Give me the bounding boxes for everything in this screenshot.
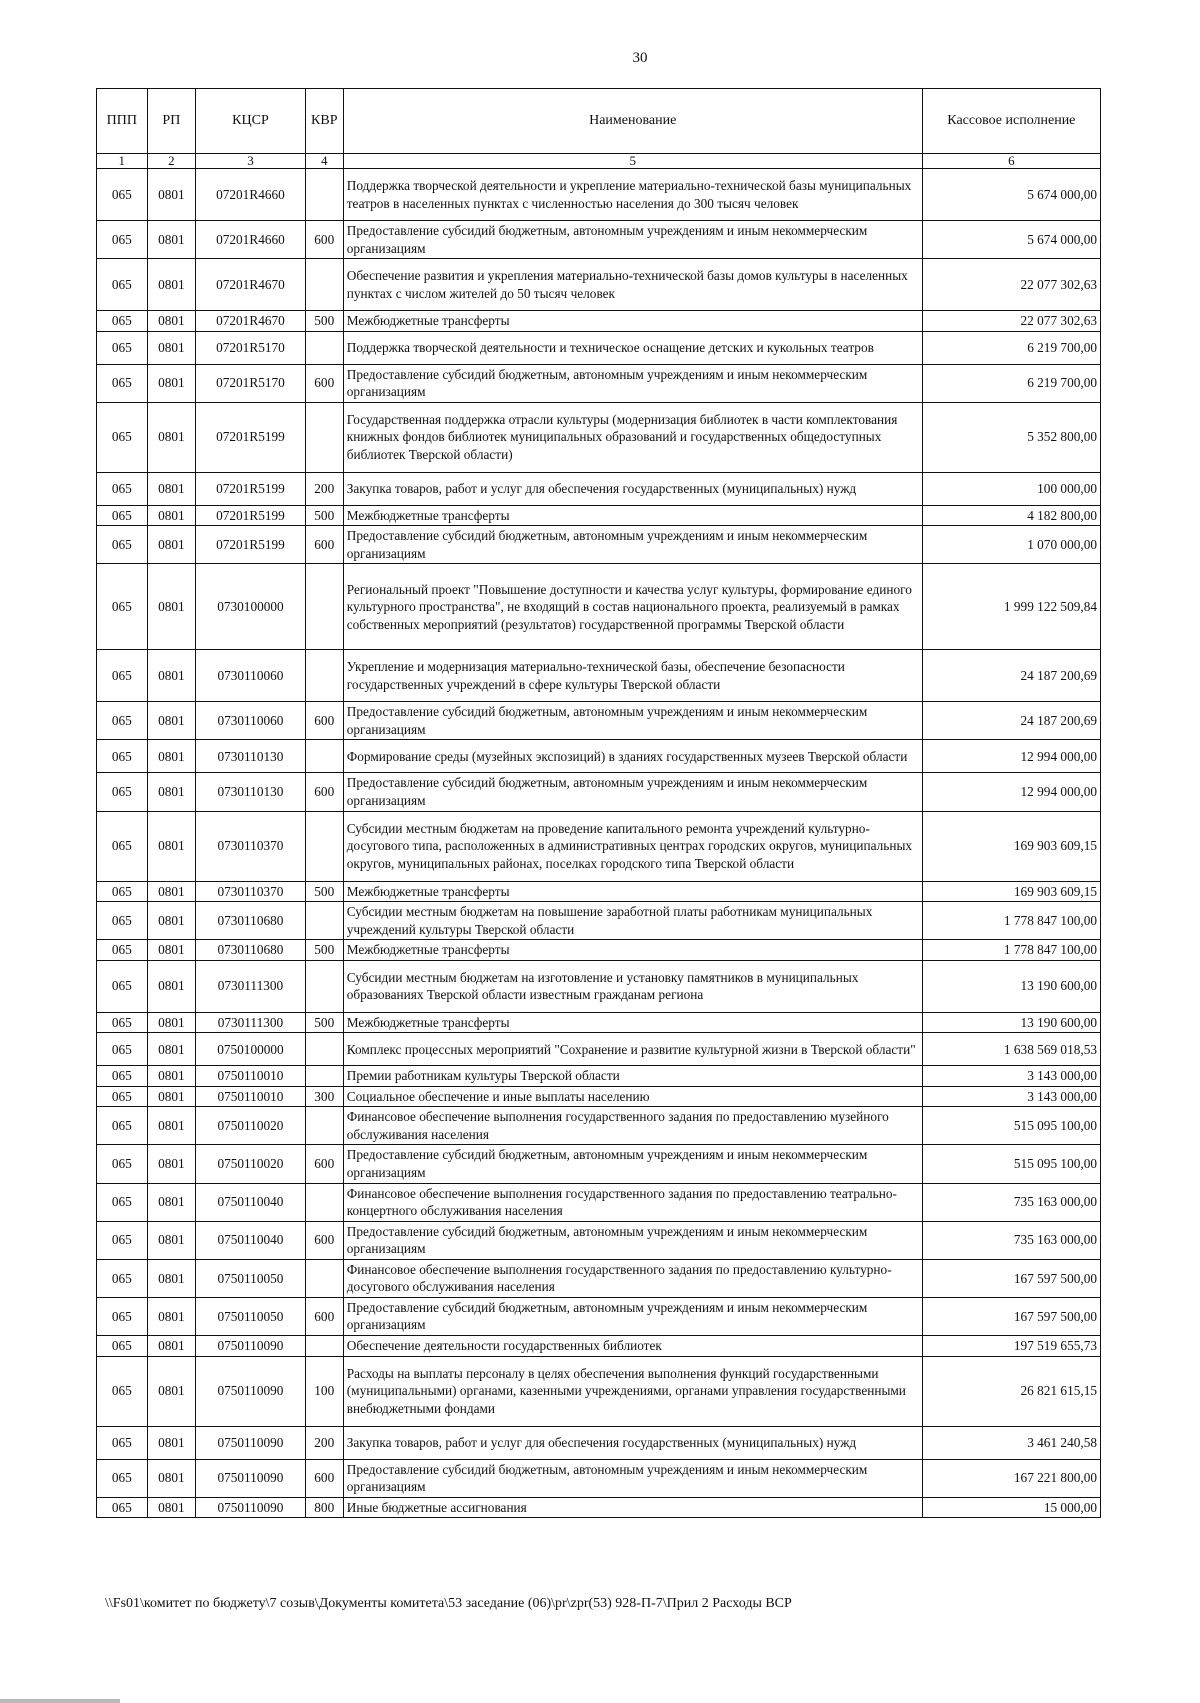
cell-rp: 0801 xyxy=(147,811,196,881)
cell-kcsr: 07201R5170 xyxy=(196,331,306,364)
cell-amount: 1 778 847 100,00 xyxy=(922,940,1100,961)
cell-amount: 167 597 500,00 xyxy=(922,1259,1100,1297)
cell-rp: 0801 xyxy=(147,259,196,311)
table-row xyxy=(97,505,1101,526)
scan-edge-strip xyxy=(0,1699,120,1703)
cell-amount: 26 821 615,15 xyxy=(922,1356,1100,1426)
cell-ppp: 065 xyxy=(97,960,148,1012)
cell-rp: 0801 xyxy=(147,1259,196,1297)
cell-rp: 0801 xyxy=(147,1033,196,1066)
cell-amount: 12 994 000,00 xyxy=(922,740,1100,773)
cell-rp: 0801 xyxy=(147,364,196,402)
cell-kvr: 500 xyxy=(305,940,343,961)
table-row xyxy=(97,221,1101,259)
column-number-row xyxy=(97,154,1101,169)
cell-amount: 13 190 600,00 xyxy=(922,1012,1100,1033)
cell-kvr: 600 xyxy=(305,702,343,740)
cell-kcsr: 0730110680 xyxy=(196,902,306,940)
cell-rp: 0801 xyxy=(147,702,196,740)
table-row xyxy=(97,1426,1101,1459)
column-number: 1 xyxy=(97,154,148,169)
table-row xyxy=(97,1107,1101,1145)
table-row xyxy=(97,773,1101,811)
cell-ppp: 065 xyxy=(97,1221,148,1259)
cell-amount: 22 077 302,63 xyxy=(922,311,1100,332)
cell-rp: 0801 xyxy=(147,472,196,505)
cell-kcsr: 07201R5199 xyxy=(196,472,306,505)
cell-amount: 6 219 700,00 xyxy=(922,331,1100,364)
cell-name: Поддержка творческой деятельности и укрепление материально-технической базы муниципальных театров в населенных пунктах с численностью населения до 300 тысяч человек xyxy=(343,169,922,221)
table-row xyxy=(97,331,1101,364)
cell-ppp: 065 xyxy=(97,259,148,311)
cell-kvr xyxy=(305,1107,343,1145)
cell-rp: 0801 xyxy=(147,1297,196,1335)
cell-ppp: 065 xyxy=(97,811,148,881)
cell-kvr: 600 xyxy=(305,1297,343,1335)
table-row xyxy=(97,1183,1101,1221)
cell-amount: 169 903 609,15 xyxy=(922,881,1100,902)
cell-name: Финансовое обеспечение выполнения государственного задания по предоставлению музейного обслуживания населения xyxy=(343,1107,922,1145)
cell-amount: 15 000,00 xyxy=(922,1497,1100,1518)
cell-ppp: 065 xyxy=(97,526,148,564)
table-row xyxy=(97,1259,1101,1297)
cell-kvr: 600 xyxy=(305,526,343,564)
cell-kvr: 600 xyxy=(305,1145,343,1183)
cell-ppp: 065 xyxy=(97,331,148,364)
cell-amount: 6 219 700,00 xyxy=(922,364,1100,402)
col-header-name: Наименование xyxy=(343,89,922,154)
cell-ppp: 065 xyxy=(97,1107,148,1145)
cell-name: Поддержка творческой деятельности и техническое оснащение детских и кукольных театров xyxy=(343,331,922,364)
cell-kcsr: 0750110090 xyxy=(196,1426,306,1459)
cell-kvr xyxy=(305,811,343,881)
column-number: 2 xyxy=(147,154,196,169)
cell-name: Закупка товаров, работ и услуг для обеспечения государственных (муниципальных) нужд xyxy=(343,1426,922,1459)
cell-ppp: 065 xyxy=(97,773,148,811)
cell-kcsr: 0750110090 xyxy=(196,1459,306,1497)
table-row xyxy=(97,811,1101,881)
cell-kcsr: 07201R4670 xyxy=(196,311,306,332)
cell-amount: 197 519 655,73 xyxy=(922,1335,1100,1356)
cell-amount: 1 778 847 100,00 xyxy=(922,902,1100,940)
col-header-rp: РП xyxy=(147,89,196,154)
table-row xyxy=(97,702,1101,740)
cell-rp: 0801 xyxy=(147,960,196,1012)
cell-name: Финансовое обеспечение выполнения государственного задания по предоставлению культурно-досугового обслуживания населения xyxy=(343,1259,922,1297)
cell-kcsr: 0730110130 xyxy=(196,773,306,811)
cell-amount: 1 638 569 018,53 xyxy=(922,1033,1100,1066)
cell-name: Межбюджетные трансферты xyxy=(343,940,922,961)
cell-amount: 735 163 000,00 xyxy=(922,1183,1100,1221)
cell-rp: 0801 xyxy=(147,650,196,702)
cell-kcsr: 0730110060 xyxy=(196,650,306,702)
cell-kvr xyxy=(305,1259,343,1297)
cell-name: Социальное обеспечение и иные выплаты населению xyxy=(343,1086,922,1107)
cell-kcsr: 0750110090 xyxy=(196,1497,306,1518)
cell-kvr: 500 xyxy=(305,1012,343,1033)
cell-ppp: 065 xyxy=(97,1033,148,1066)
table-row xyxy=(97,1033,1101,1066)
cell-rp: 0801 xyxy=(147,902,196,940)
cell-rp: 0801 xyxy=(147,505,196,526)
cell-name: Предоставление субсидий бюджетным, автономным учреждениям и иным некоммерческим организациям xyxy=(343,364,922,402)
cell-rp: 0801 xyxy=(147,1426,196,1459)
table-row xyxy=(97,1297,1101,1335)
cell-kvr: 500 xyxy=(305,311,343,332)
cell-kvr: 600 xyxy=(305,773,343,811)
cell-kvr xyxy=(305,402,343,472)
cell-ppp: 065 xyxy=(97,1145,148,1183)
cell-kcsr: 07201R5170 xyxy=(196,364,306,402)
cell-ppp: 065 xyxy=(97,1183,148,1221)
cell-kcsr: 0750110010 xyxy=(196,1066,306,1087)
cell-rp: 0801 xyxy=(147,1335,196,1356)
table-row xyxy=(97,881,1101,902)
cell-kvr xyxy=(305,1335,343,1356)
cell-ppp: 065 xyxy=(97,702,148,740)
cell-amount: 100 000,00 xyxy=(922,472,1100,505)
cell-ppp: 065 xyxy=(97,650,148,702)
cell-rp: 0801 xyxy=(147,331,196,364)
cell-amount: 12 994 000,00 xyxy=(922,773,1100,811)
cell-ppp: 065 xyxy=(97,1497,148,1518)
cell-rp: 0801 xyxy=(147,1066,196,1087)
cell-amount: 515 095 100,00 xyxy=(922,1145,1100,1183)
cell-rp: 0801 xyxy=(147,940,196,961)
cell-amount: 5 674 000,00 xyxy=(922,221,1100,259)
cell-kvr: 200 xyxy=(305,472,343,505)
cell-kvr: 600 xyxy=(305,1459,343,1497)
cell-ppp: 065 xyxy=(97,402,148,472)
cell-kvr: 500 xyxy=(305,505,343,526)
cell-name: Предоставление субсидий бюджетным, автономным учреждениям и иным некоммерческим организациям xyxy=(343,526,922,564)
cell-amount: 24 187 200,69 xyxy=(922,650,1100,702)
cell-kvr xyxy=(305,740,343,773)
cell-kvr: 600 xyxy=(305,364,343,402)
cell-amount: 4 182 800,00 xyxy=(922,505,1100,526)
cell-ppp: 065 xyxy=(97,740,148,773)
column-number: 3 xyxy=(196,154,306,169)
cell-ppp: 065 xyxy=(97,902,148,940)
cell-kcsr: 07201R5199 xyxy=(196,402,306,472)
cell-kvr xyxy=(305,1033,343,1066)
cell-rp: 0801 xyxy=(147,773,196,811)
cell-name: Субсидии местным бюджетам на повышение заработной платы работникам муниципальных учреждений культуры Тверской области xyxy=(343,902,922,940)
cell-rp: 0801 xyxy=(147,740,196,773)
cell-amount: 24 187 200,69 xyxy=(922,702,1100,740)
cell-kvr xyxy=(305,259,343,311)
cell-name: Предоставление субсидий бюджетным, автономным учреждениям и иным некоммерческим организациям xyxy=(343,702,922,740)
cell-rp: 0801 xyxy=(147,881,196,902)
cell-kcsr: 0750110020 xyxy=(196,1145,306,1183)
col-header-amount: Кассовое исполнение xyxy=(922,89,1100,154)
cell-kcsr: 07201R5199 xyxy=(196,526,306,564)
cell-ppp: 065 xyxy=(97,311,148,332)
table-row xyxy=(97,1012,1101,1033)
table-row xyxy=(97,1086,1101,1107)
cell-kvr xyxy=(305,564,343,650)
table-row xyxy=(97,402,1101,472)
cell-name: Предоставление субсидий бюджетным, автономным учреждениям и иным некоммерческим организациям xyxy=(343,221,922,259)
column-number: 6 xyxy=(922,154,1100,169)
cell-rp: 0801 xyxy=(147,1497,196,1518)
cell-amount: 3 461 240,58 xyxy=(922,1426,1100,1459)
col-header-ppp: ППП xyxy=(97,89,148,154)
cell-kcsr: 07201R4660 xyxy=(196,169,306,221)
cell-rp: 0801 xyxy=(147,402,196,472)
cell-name: Предоставление субсидий бюджетным, автономным учреждениям и иным некоммерческим организациям xyxy=(343,1459,922,1497)
table-row xyxy=(97,650,1101,702)
cell-kvr: 600 xyxy=(305,221,343,259)
cell-name: Региональный проект "Повышение доступности и качества услуг культуры, формирование единого культурного пространства", не входящий в состав национального проекта, реализуемый в рамках собственных мероприятий (результатов) государственной программы Тверской области xyxy=(343,564,922,650)
cell-kvr: 300 xyxy=(305,1086,343,1107)
cell-ppp: 065 xyxy=(97,472,148,505)
cell-amount: 22 077 302,63 xyxy=(922,259,1100,311)
page-number: 30 xyxy=(632,50,648,66)
table-row xyxy=(97,1221,1101,1259)
cell-kvr xyxy=(305,1183,343,1221)
cell-kvr xyxy=(305,960,343,1012)
cell-rp: 0801 xyxy=(147,1086,196,1107)
cell-amount: 5 674 000,00 xyxy=(922,169,1100,221)
cell-kvr: 200 xyxy=(305,1426,343,1459)
cell-kcsr: 07201R5199 xyxy=(196,505,306,526)
cell-kcsr: 0730110130 xyxy=(196,740,306,773)
cell-amount: 13 190 600,00 xyxy=(922,960,1100,1012)
cell-amount: 735 163 000,00 xyxy=(922,1221,1100,1259)
cell-kvr: 800 xyxy=(305,1497,343,1518)
cell-kvr xyxy=(305,902,343,940)
table-row xyxy=(97,940,1101,961)
cell-ppp: 065 xyxy=(97,1335,148,1356)
cell-kvr: 600 xyxy=(305,1221,343,1259)
table-row xyxy=(97,1066,1101,1087)
cell-ppp: 065 xyxy=(97,505,148,526)
cell-name: Субсидии местным бюджетам на проведение капитального ремонта учреждений культурно-досугового типа, расположенных в административных центрах городских округов, муниципальных округов, муниципальных районах, поселках городского типа Тверской области xyxy=(343,811,922,881)
cell-kcsr: 0750110050 xyxy=(196,1297,306,1335)
cell-rp: 0801 xyxy=(147,1107,196,1145)
cell-amount: 167 221 800,00 xyxy=(922,1459,1100,1497)
cell-name: Предоставление субсидий бюджетным, автономным учреждениям и иным некоммерческим организациям xyxy=(343,1145,922,1183)
cell-ppp: 065 xyxy=(97,1066,148,1087)
cell-amount: 169 903 609,15 xyxy=(922,811,1100,881)
cell-kcsr: 0750110090 xyxy=(196,1335,306,1356)
cell-amount: 3 143 000,00 xyxy=(922,1066,1100,1087)
cell-rp: 0801 xyxy=(147,1356,196,1426)
cell-name: Субсидии местным бюджетам на изготовление и установку памятников в муниципальных образованиях Тверской области известным гражданам региона xyxy=(343,960,922,1012)
cell-ppp: 065 xyxy=(97,221,148,259)
cell-ppp: 065 xyxy=(97,1356,148,1426)
cell-name: Расходы на выплаты персоналу в целях обеспечения выполнения функций государственными (муниципальными) органами, казенными учреждениями, органами управления государственными внебюджетными фондами xyxy=(343,1356,922,1426)
cell-name: Государственная поддержка отрасли культуры (модернизация библиотек в части комплектования книжных фондов библиотек муниципальных образований и государственных общедоступных библиотек Тверской области) xyxy=(343,402,922,472)
cell-name: Предоставление субсидий бюджетным, автономным учреждениям и иным некоммерческим организациям xyxy=(343,1297,922,1335)
cell-kcsr: 0730100000 xyxy=(196,564,306,650)
cell-rp: 0801 xyxy=(147,1145,196,1183)
cell-kcsr: 0750110090 xyxy=(196,1356,306,1426)
cell-name: Межбюджетные трансферты xyxy=(343,1012,922,1033)
cell-amount: 1 999 122 509,84 xyxy=(922,564,1100,650)
cell-kvr: 100 xyxy=(305,1356,343,1426)
table-row xyxy=(97,169,1101,221)
cell-ppp: 065 xyxy=(97,881,148,902)
cell-name: Межбюджетные трансферты xyxy=(343,505,922,526)
cell-ppp: 065 xyxy=(97,1459,148,1497)
table-row xyxy=(97,364,1101,402)
cell-rp: 0801 xyxy=(147,1183,196,1221)
cell-kcsr: 07201R4670 xyxy=(196,259,306,311)
col-header-kcsr: КЦСР xyxy=(196,89,306,154)
cell-rp: 0801 xyxy=(147,169,196,221)
cell-name: Обеспечение развития и укрепления материально-технической базы домов культуры в населенных пунктах с числом жителей до 50 тысяч человек xyxy=(343,259,922,311)
cell-kcsr: 0750110010 xyxy=(196,1086,306,1107)
cell-name: Комплекс процессных мероприятий "Сохранение и развитие культурной жизни в Тверской области" xyxy=(343,1033,922,1066)
cell-kcsr: 0730111300 xyxy=(196,960,306,1012)
table-row xyxy=(97,472,1101,505)
column-number: 5 xyxy=(343,154,922,169)
col-header-kvr: КВР xyxy=(305,89,343,154)
cell-kcsr: 0750110040 xyxy=(196,1221,306,1259)
cell-ppp: 065 xyxy=(97,564,148,650)
cell-name: Межбюджетные трансферты xyxy=(343,881,922,902)
cell-kcsr: 0750110020 xyxy=(196,1107,306,1145)
cell-kcsr: 0730110370 xyxy=(196,881,306,902)
cell-kvr xyxy=(305,169,343,221)
cell-ppp: 065 xyxy=(97,940,148,961)
cell-kcsr: 0730110680 xyxy=(196,940,306,961)
cell-rp: 0801 xyxy=(147,526,196,564)
cell-kvr xyxy=(305,650,343,702)
cell-kvr xyxy=(305,1066,343,1087)
table-row xyxy=(97,259,1101,311)
cell-name: Укрепление и модернизация материально-технической базы, обеспечение безопасности государственных учреждений в сфере культуры Тверской области xyxy=(343,650,922,702)
cell-amount: 1 070 000,00 xyxy=(922,526,1100,564)
cell-kcsr: 0730110060 xyxy=(196,702,306,740)
cell-kcsr: 0730110370 xyxy=(196,811,306,881)
cell-amount: 3 143 000,00 xyxy=(922,1086,1100,1107)
cell-ppp: 065 xyxy=(97,169,148,221)
cell-ppp: 065 xyxy=(97,1426,148,1459)
cell-kcsr: 07201R4660 xyxy=(196,221,306,259)
column-number: 4 xyxy=(305,154,343,169)
cell-rp: 0801 xyxy=(147,1459,196,1497)
table-row xyxy=(97,1356,1101,1426)
cell-name: Финансовое обеспечение выполнения государственного задания по предоставлению театрально-концертного обслуживания населения xyxy=(343,1183,922,1221)
table-row xyxy=(97,564,1101,650)
cell-ppp: 065 xyxy=(97,364,148,402)
cell-rp: 0801 xyxy=(147,221,196,259)
cell-kcsr: 0750110040 xyxy=(196,1183,306,1221)
cell-ppp: 065 xyxy=(97,1012,148,1033)
cell-amount: 167 597 500,00 xyxy=(922,1297,1100,1335)
cell-name: Обеспечение деятельности государственных библиотек xyxy=(343,1335,922,1356)
cell-ppp: 065 xyxy=(97,1297,148,1335)
cell-name: Закупка товаров, работ и услуг для обеспечения государственных (муниципальных) нужд xyxy=(343,472,922,505)
table-row xyxy=(97,1497,1101,1518)
cell-amount: 5 352 800,00 xyxy=(922,402,1100,472)
cell-rp: 0801 xyxy=(147,311,196,332)
cell-rp: 0801 xyxy=(147,564,196,650)
cell-rp: 0801 xyxy=(147,1221,196,1259)
cell-name: Предоставление субсидий бюджетным, автономным учреждениям и иным некоммерческим организациям xyxy=(343,773,922,811)
table-row xyxy=(97,311,1101,332)
cell-name: Иные бюджетные ассигнования xyxy=(343,1497,922,1518)
cell-name: Межбюджетные трансферты xyxy=(343,311,922,332)
cell-name: Премии работникам культуры Тверской области xyxy=(343,1066,922,1087)
budget-table xyxy=(96,88,1101,1518)
header-row xyxy=(97,89,1101,154)
cell-name: Предоставление субсидий бюджетным, автономным учреждениям и иным некоммерческим организациям xyxy=(343,1221,922,1259)
cell-ppp: 065 xyxy=(97,1086,148,1107)
table-row xyxy=(97,1335,1101,1356)
cell-amount: 515 095 100,00 xyxy=(922,1107,1100,1145)
table-body xyxy=(97,169,1101,1518)
cell-kvr: 500 xyxy=(305,881,343,902)
table-row xyxy=(97,740,1101,773)
cell-kcsr: 0730111300 xyxy=(196,1012,306,1033)
footer-file-path: \\Fs01\комитет по бюджету\7 созыв\Документы комитета\53 заседание (06)\pr\zpr(53) 928-П-7\Прил 2 Расходы ВСР xyxy=(105,1596,792,1611)
table-row xyxy=(97,1459,1101,1497)
cell-kcsr: 0750110050 xyxy=(196,1259,306,1297)
cell-kvr xyxy=(305,331,343,364)
cell-ppp: 065 xyxy=(97,1259,148,1297)
cell-kcsr: 0750100000 xyxy=(196,1033,306,1066)
table-row xyxy=(97,960,1101,1012)
table-row xyxy=(97,1145,1101,1183)
cell-rp: 0801 xyxy=(147,1012,196,1033)
table-row xyxy=(97,902,1101,940)
table-row xyxy=(97,526,1101,564)
cell-name: Формирование среды (музейных экспозиций) в зданиях государственных музеев Тверской области xyxy=(343,740,922,773)
